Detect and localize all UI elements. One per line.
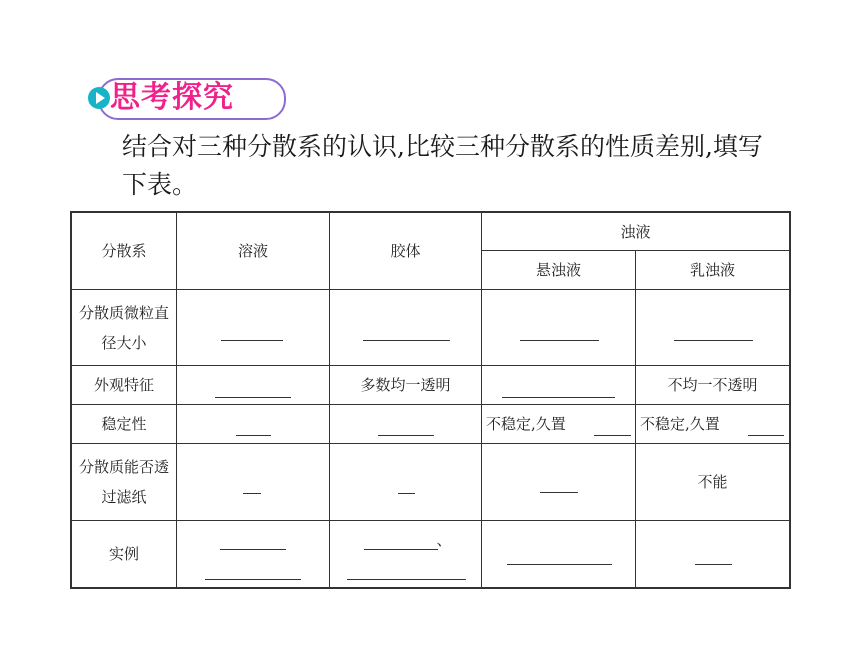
header-solution: 溶液 — [237, 242, 268, 260]
answer-blank[interactable] — [243, 493, 261, 494]
colloid-appearance: 多数均一透明 — [360, 376, 451, 394]
heading-label: 思考探究 — [110, 80, 234, 115]
answer-blank[interactable] — [540, 492, 578, 493]
answer-blank[interactable] — [236, 435, 271, 436]
row-label-appearance: 外观特征 — [93, 376, 154, 394]
answer-blank[interactable] — [507, 564, 612, 565]
answer-blank[interactable] — [594, 435, 631, 436]
header-colloid: 胶体 — [390, 242, 421, 260]
answer-blank[interactable] — [674, 340, 753, 341]
suspension-stability: 不稳定,久置 — [486, 415, 566, 433]
emulsion-stability: 不稳定,久置 — [640, 415, 720, 433]
answer-blank[interactable] — [502, 397, 615, 398]
row-label-example: 实例 — [108, 545, 139, 563]
answer-blank[interactable] — [748, 435, 784, 436]
header-dispersion: 分散系 — [101, 242, 147, 260]
row-label-particle-size: 分散质微粒直径大小 — [78, 303, 169, 352]
header-suspension: 悬浊液 — [535, 261, 581, 279]
answer-blank[interactable] — [205, 579, 301, 580]
answer-blank[interactable] — [363, 340, 450, 341]
row-label-stability: 稳定性 — [101, 415, 147, 433]
row-label-filter: 分散质能否透过滤纸 — [78, 458, 169, 506]
answer-blank[interactable] — [220, 549, 286, 550]
header-turbid: 浊液 — [620, 222, 651, 241]
intro-text: 结合对三种分散系的认识,比较三种分散系的性质差别,填写下表。 — [122, 132, 763, 199]
answer-blank[interactable] — [221, 340, 283, 341]
answer-blank[interactable] — [347, 579, 466, 580]
answer-blank[interactable] — [695, 564, 732, 565]
answer-blank[interactable] — [520, 340, 599, 341]
header-emulsion: 乳浊液 — [689, 261, 735, 279]
answer-blank[interactable] — [378, 435, 434, 436]
emulsion-filter: 不能 — [697, 473, 728, 491]
answer-blank[interactable] — [364, 549, 438, 550]
answer-blank[interactable] — [215, 397, 291, 398]
emulsion-appearance: 不均一不透明 — [667, 376, 758, 394]
colloid-example-separator: 、 — [436, 531, 452, 549]
answer-blank[interactable] — [398, 493, 415, 494]
